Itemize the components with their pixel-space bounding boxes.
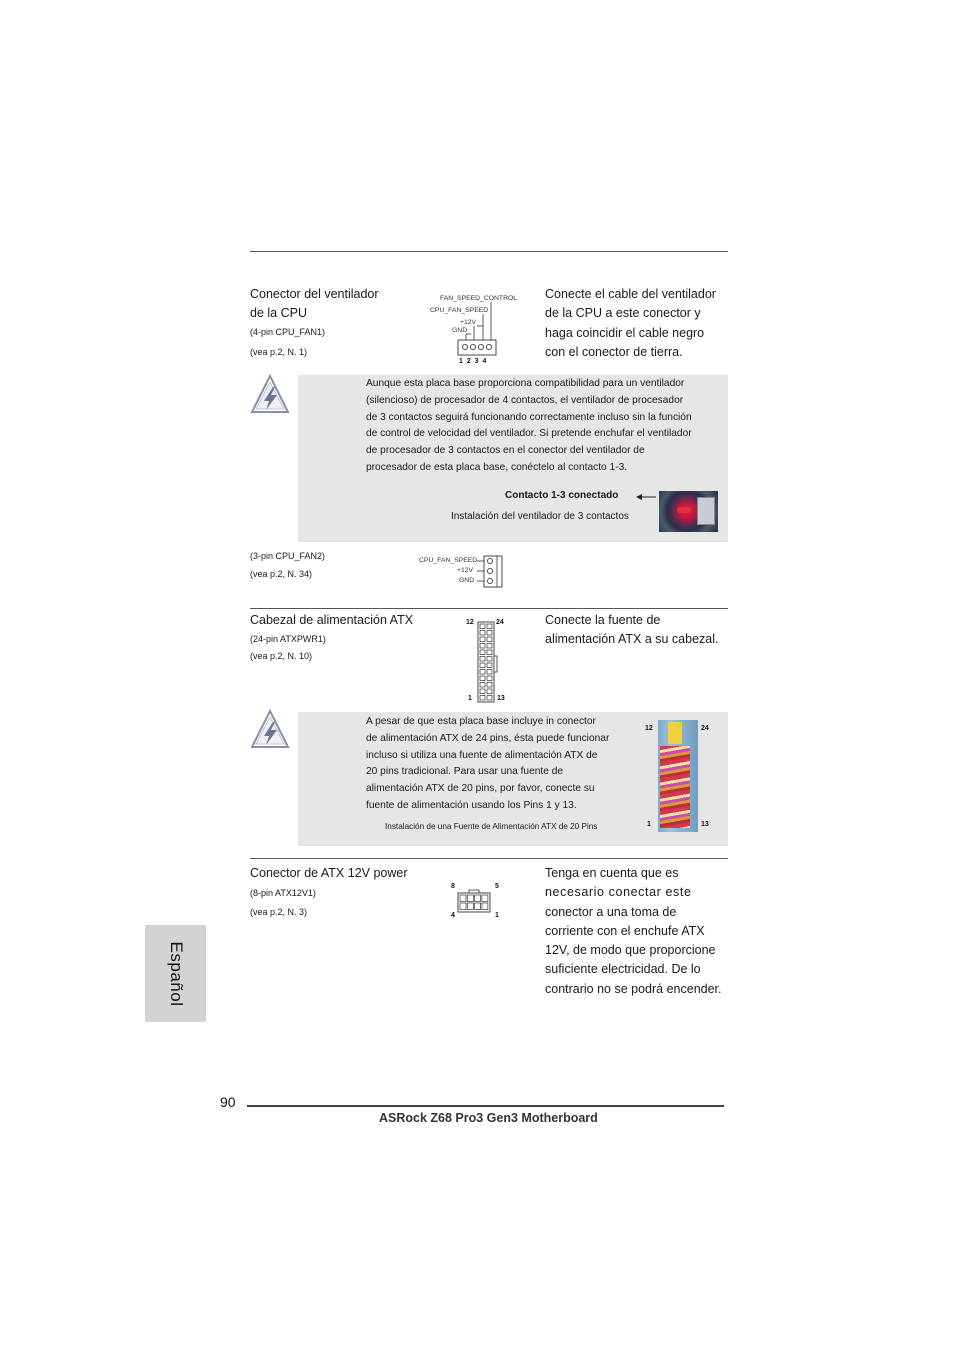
note1-line: Aunque esta placa base proporciona compatibilidad para un ventilador (366, 378, 685, 389)
cpu-fan-title-2: de la CPU (250, 306, 307, 320)
note1-line: de procesador de 3 contactos en el conector del ventilador de (366, 445, 645, 457)
photo-pin-13: 13 (701, 821, 709, 828)
cpu-fan-desc-line: de la CPU a este conector y (545, 306, 701, 321)
note2-line: de alimentación ATX de 24 pins, ésta puede funcionar (366, 732, 610, 744)
fan-install-photo (659, 491, 718, 532)
cpu-fan2-pin: (3-pin CPU_FAN2) (250, 551, 326, 561)
atx12v-desc (545, 864, 722, 999)
note2-line: incluso si utiliza una fuente de alimentación ATX de (366, 749, 598, 761)
note1-line: procesador de esta placa base, conéctelo al contacto 1-3. (366, 461, 628, 473)
cpu-fan-ref: (vea p.2, N. 1) (250, 347, 308, 357)
atx12v-title: Conector de ATX 12V power (250, 866, 408, 880)
top-divider (250, 251, 728, 252)
atx12v-desc-line: necesario conectar este (545, 885, 692, 900)
atx12v-desc-line: Tenga en cuenta que es (545, 866, 679, 880)
note2-line: alimentación ATX de 20 pins, por favor, conecte su (366, 783, 595, 795)
atx12v-ref: (vea p.2, N. 3) (250, 907, 308, 917)
atx12v-desc-line: corriente con el enchufe ATX (545, 923, 705, 938)
language-side-tab (145, 925, 206, 1022)
note1-line: (silencioso) de procesador de 4 contactos, el ventilador de procesador (366, 394, 684, 406)
cpu-fan-pin: (4-pin CPU_FAN1) (250, 327, 326, 337)
fan2-connector-graphic (415, 554, 510, 590)
atx-ref: (vea p.2, N. 10) (250, 651, 313, 661)
cpu-fan-desc-line: Conecte el cable del ventilador (545, 287, 716, 301)
atx12v-diagram (448, 880, 508, 924)
arrow-left-icon (635, 492, 657, 502)
atx-pin-12: 12 (466, 619, 474, 626)
atx12v-pin-1: 1 (495, 912, 499, 919)
note1-line: de 3 contactos seguirá funcionando correctamente incluso sin la función (366, 411, 692, 423)
photo-pin-24: 24 (701, 725, 709, 732)
note1-line: de control de velocidad del ventilador. Si pretende enchufar el ventilador (366, 428, 692, 440)
cpu-fan1-diagram (425, 290, 535, 370)
atx12v-pin-5: 5 (495, 883, 499, 890)
cpu-fan2-diagram (415, 554, 510, 590)
cpu-fan-desc-line: haga coincidir el cable negro (545, 325, 705, 340)
photo-pin-1: 1 (647, 821, 651, 828)
note2-line: 20 pins tradicional. Para usar una fuente de (366, 766, 564, 778)
note1-text (366, 376, 726, 477)
photo-pin-12: 12 (645, 725, 653, 732)
warning-icon (250, 709, 290, 749)
warning-icon (250, 374, 290, 414)
fan2-gnd-label: GND (459, 577, 475, 584)
cpu-fan-title-1: Conector del ventilador (250, 287, 379, 301)
atx24-diagram (462, 616, 512, 706)
atx12v-desc-line: contrario no se podrá encender. (545, 981, 722, 996)
cpu-fan-desc (545, 285, 716, 362)
note1-caption: Instalación del ventilador de 3 contactos (451, 511, 629, 522)
fan1-pin-numbers: 1 2 3 4 (459, 358, 488, 365)
atx12v-pin-8: 8 (451, 883, 455, 890)
note2-line: fuente de alimentación usando los Pins 1 y 13. (366, 799, 577, 811)
footer-rule (247, 1105, 724, 1107)
atx12v-pin: (8-pin ATX12V1) (250, 888, 316, 898)
atx20-install-photo (643, 718, 713, 836)
note2-text (366, 714, 641, 815)
atx-pin: (24-pin ATXPWR1) (250, 634, 326, 644)
note2-line: A pesar de que esta placa base incluye in conector (366, 716, 596, 727)
atx12v-desc-line: 12V, de modo que proporcione (545, 943, 716, 958)
atx-desc-line: alimentación ATX a su cabezal. (545, 632, 719, 647)
page-number: 90 (220, 1094, 236, 1110)
side-tab-label: Español (166, 941, 186, 1006)
atx24-connector-graphic (462, 616, 512, 706)
fan2-12v-label: +12V (457, 567, 474, 574)
cpu-fan2-ref: (vea p.2, N. 34) (250, 569, 313, 579)
atx-pin-1: 1 (468, 695, 472, 702)
atx-pin-24: 24 (496, 619, 504, 626)
atx12v-desc-line: suficiente electricidad. De lo (545, 962, 701, 977)
note2-caption: Instalación de una Fuente de Alimentación ATX de 20 Pins (385, 822, 598, 831)
cpu-fan-desc-line: con el conector de tierra. (545, 344, 683, 359)
note1-callout: Contacto 1-3 conectado (505, 490, 619, 501)
v12-label: +12V (460, 319, 477, 326)
fan2-speed-label: CPU_FAN_SPEED (419, 557, 478, 564)
fan-speed-control-label: FAN_SPEED_CONTROL (440, 295, 518, 302)
atx12v-connector-graphic (448, 880, 508, 924)
atx-desc (545, 611, 718, 650)
cpu-fan-speed-label: CPU_FAN_SPEED (430, 307, 489, 314)
atx-pin-13: 13 (497, 695, 505, 702)
divider-atx12v (250, 858, 728, 859)
gnd-label: GND (452, 327, 468, 334)
footer-model: ASRock Z68 Pro3 Gen3 Motherboard (379, 1111, 598, 1125)
atx-title: Cabezal de alimentación ATX (250, 613, 414, 627)
divider-atx (250, 608, 728, 609)
atx12v-pin-4: 4 (451, 912, 455, 919)
atx-desc-line: Conecte la fuente de (545, 613, 661, 627)
atx12v-desc-line: conector a una toma de (545, 904, 677, 919)
